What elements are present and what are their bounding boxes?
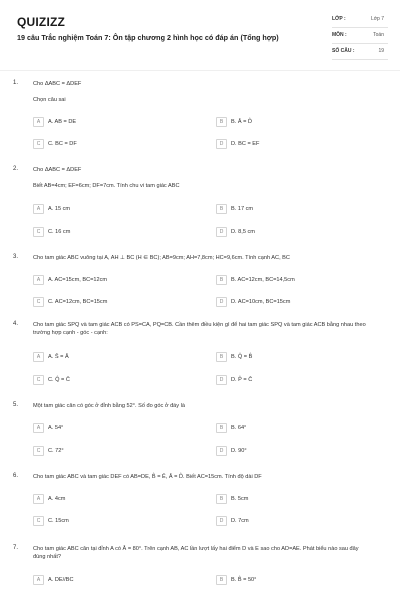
option-letter-box: D — [216, 139, 227, 149]
option-text: C. 72° — [48, 448, 64, 454]
option-letter-box: C — [33, 139, 44, 149]
meta-value: Toán — [373, 32, 384, 38]
question-text: Một tam giác cân có góc ở đỉnh bằng 52°. Số đo góc ở đáy là — [33, 403, 185, 409]
option-text: B. Q̂ = B̂ — [231, 354, 253, 360]
option-text: B. 17 cm — [231, 206, 254, 212]
option-letter-box: B — [216, 575, 227, 585]
option-a[interactable] — [33, 117, 183, 127]
option-b[interactable] — [216, 352, 366, 362]
option-text: A. 4cm — [48, 496, 66, 502]
option-letter-box: A — [33, 423, 44, 433]
option-text: C. BC = DF — [48, 141, 77, 147]
option-letter-box: A — [33, 352, 44, 362]
option-letter-box: C — [33, 227, 44, 237]
question-number: 6. — [13, 473, 19, 479]
option-c[interactable] — [33, 139, 183, 149]
option-text: B. Â = D̂ — [231, 119, 252, 125]
option-d[interactable] — [216, 227, 366, 237]
option-text: A. AB = DE — [48, 119, 77, 125]
option-a[interactable] — [33, 575, 183, 585]
option-text: A. AC=15cm, BC=12cm — [48, 277, 108, 283]
option-text: A. 54° — [48, 425, 64, 431]
option-d[interactable] — [216, 516, 366, 526]
option-text: C. 15cm — [48, 518, 69, 524]
meta-label: MÔN : — [332, 32, 347, 38]
option-b[interactable] — [216, 204, 366, 214]
option-b[interactable] — [216, 117, 366, 127]
option-letter-box: D — [216, 446, 227, 456]
option-text: C. Q̂ = Ĉ — [48, 377, 70, 383]
option-letter-box: D — [216, 516, 227, 526]
option-text: D. 7cm — [231, 518, 249, 524]
quizizz-logo — [17, 15, 65, 29]
option-d[interactable] — [216, 446, 366, 456]
option-b[interactable] — [216, 423, 366, 433]
option-c[interactable] — [33, 446, 183, 456]
option-letter-box: A — [33, 204, 44, 214]
option-letter-box: A — [33, 575, 44, 585]
question-number: 3. — [13, 254, 19, 260]
option-text: B. AC=12cm, BC=14,5cm — [231, 277, 295, 283]
meta-table — [332, 12, 388, 60]
option-b[interactable] — [216, 575, 366, 585]
meta-row-subject — [332, 28, 388, 44]
option-c[interactable] — [33, 375, 183, 385]
question-number: 7. — [13, 545, 19, 551]
question-number: 4. — [13, 321, 19, 327]
option-letter-box: C — [33, 446, 44, 456]
header — [0, 0, 400, 64]
option-a[interactable] — [33, 352, 183, 362]
question-text: Cho tam giác ABC vuông tại A, AH ⊥ BC (H ∈ BC); AB=9cm; AH=7,8cm; HC=9,6cm. Tính cạnh AC, BC — [33, 255, 290, 261]
option-d[interactable] — [216, 375, 366, 385]
option-letter-box: C — [33, 516, 44, 526]
option-text: B. 5cm — [231, 496, 249, 502]
question-text: Cho ΔABC = ΔDEF — [33, 167, 82, 173]
question-text: Cho tam giác ABC và tam giác DEF có AB=DE, B̂ = Ê, Â = D̂. Biết AC=15cm. Tính độ dài DF — [33, 474, 262, 480]
option-a[interactable] — [33, 204, 183, 214]
option-letter-box: B — [216, 275, 227, 285]
option-a[interactable] — [33, 275, 183, 285]
option-letter-box: B — [216, 117, 227, 127]
option-letter-box: D — [216, 227, 227, 237]
header-divider — [0, 70, 400, 71]
option-letter-box: B — [216, 423, 227, 433]
option-text: C. AC=12cm, BC=15cm — [48, 299, 108, 305]
option-letter-box: D — [216, 375, 227, 385]
meta-label: LỚP : — [332, 16, 346, 22]
option-d[interactable] — [216, 297, 366, 307]
option-letter-box: B — [216, 494, 227, 504]
option-text: A. Ŝ = Â — [48, 354, 69, 360]
option-a[interactable] — [33, 494, 183, 504]
option-c[interactable] — [33, 297, 183, 307]
option-c[interactable] — [33, 227, 183, 237]
option-letter-box: A — [33, 494, 44, 504]
option-text: C. 16 cm — [48, 229, 71, 235]
question-text: Cho tam giác ABC cân tại đỉnh A có Â = 80°. Trên cạnh AB, AC lần lượt lấy hai điểm D và E sao cho AD=AE. Phát biểu nào sau đây đúng nhất? — [33, 546, 359, 560]
option-a[interactable] — [33, 423, 183, 433]
question-number: 5. — [13, 402, 19, 408]
option-c[interactable] — [33, 516, 183, 526]
option-text: B. B̂ = 50° — [231, 577, 257, 583]
option-text: A. 15 cm — [48, 206, 71, 212]
logo-text: QUIZIZZ — [17, 15, 66, 29]
option-text: A. DE//BC — [48, 577, 74, 583]
option-b[interactable] — [216, 494, 366, 504]
meta-value: Lớp 7 — [370, 16, 384, 22]
option-b[interactable] — [216, 275, 366, 285]
option-letter-box: A — [33, 117, 44, 127]
option-d[interactable] — [216, 139, 366, 149]
option-text: D. 90° — [231, 448, 247, 454]
option-text: D. AC=10cm, BC=15cm — [231, 299, 291, 305]
option-letter-box: C — [33, 297, 44, 307]
option-letter-box: B — [216, 204, 227, 214]
option-text: D. P̂ = Ĉ — [231, 377, 253, 383]
option-letter-box: A — [33, 275, 44, 285]
option-text: D. BC = EF — [231, 141, 260, 147]
meta-label: SỐ CÂU : — [332, 48, 355, 54]
option-text: D. 8,5 cm — [231, 229, 255, 235]
question-subtext: Chọn câu sai — [33, 97, 66, 103]
option-letter-box: B — [216, 352, 227, 362]
meta-row-question-count — [332, 44, 388, 60]
question-text: Cho tam giác SPQ và tam giác ACB có PS=CA, PQ=CB. Cần thêm điều kiện gì để hai tam giác SPQ và tam giác ACB bằng nhau theo trường hợp cạnh - góc - cạnh: — [33, 322, 366, 336]
option-text: B. 64° — [231, 425, 247, 431]
meta-value: 19 — [378, 48, 384, 54]
meta-row-grade — [332, 12, 388, 28]
question-number: 1. — [13, 80, 19, 86]
question-number: 2. — [13, 166, 19, 172]
option-letter-box: D — [216, 297, 227, 307]
question-subtext: Biết AB=4cm; EF=6cm; DF=7cm. Tính chu vi tam giác ABC — [33, 183, 180, 189]
question-text: Cho ΔABC = ΔDEF — [33, 81, 82, 87]
document-title: 19 câu Trắc nghiệm Toán 7: Ôn tập chương 2 hình học có đáp án (Tổng hợp) — [17, 33, 279, 42]
option-letter-box: C — [33, 375, 44, 385]
